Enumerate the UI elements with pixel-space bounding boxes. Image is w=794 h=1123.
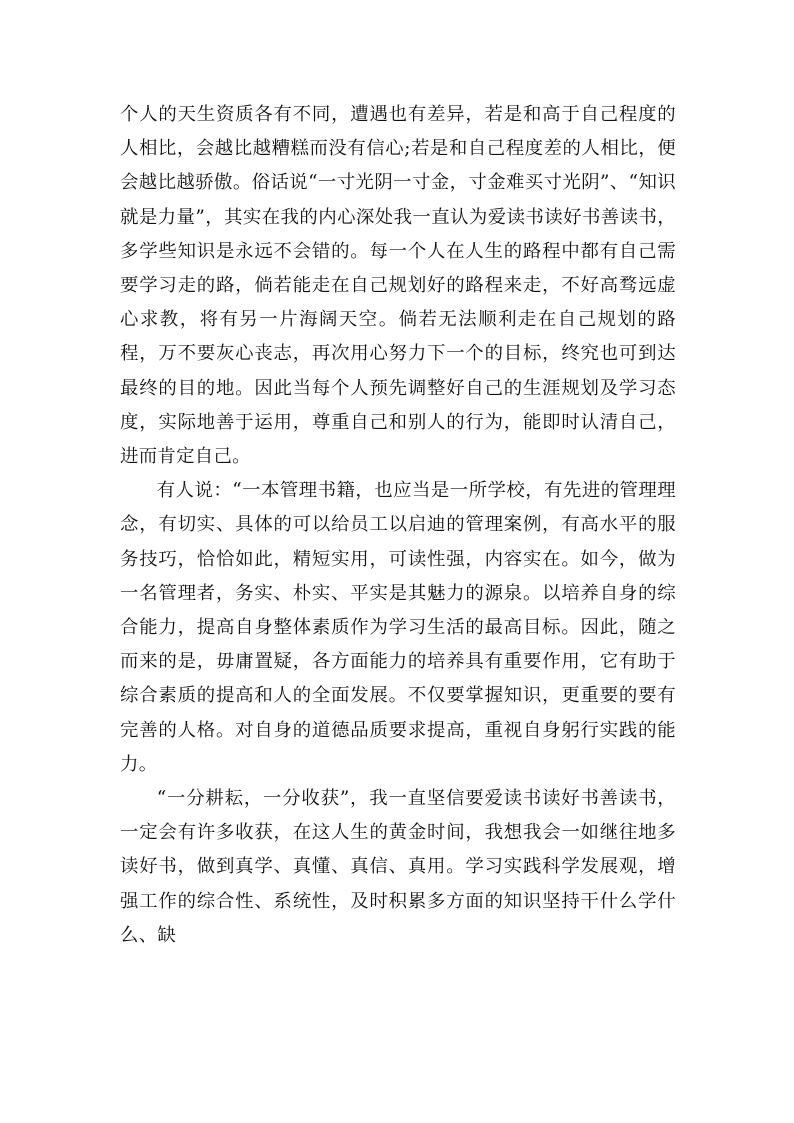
paragraph-1: 个人的天生资质各有不同，遭遇也有差异，若是和高于自己程度的人相比，会越比越糟糕而没有信心;若是和自己程度差的人相比，便会越比越骄傲。俗话说“一寸光阴一寸金，寸金难买寸光阴”、“知识就是力量”，其实在我的内心深处我一直认为爱读书读好书善读书，多学些知识是永远不会错的。每一个人在人生的路程中都有自己需要学习走的路，倘若能走在自己规划好的路程来走，不好高骛远虚心求教，将有另一片海阔天空。倘若无法顺利走在自己规划的路程，万不要灰心丧志，再次用心努力下一个的目标，终究也可到达最终的目的地。因此当每个人预先调整好自己的生涯规划及学习态度，实际地善于运用，尊重自己和别人的行为，能即时认清自己，进而肯定自己。 bbox=[120, 104, 676, 468]
document-body bbox=[120, 98, 676, 953]
paragraph-3: “一分耕耘，一分收获”，我一直坚信要爱读书读好书善读书，一定会有许多收获，在这人生的黄金时间，我想我会一如继往地多读好书，做到真学、真懂、真信、真用。学习实践科学发展观，增强工作的综合性、系统性，及时积累多方面的知识坚持干什么学什么、缺 bbox=[120, 788, 676, 946]
paragraph-2: 有人说：“一本管理书籍，也应当是一所学校，有先进的管理理念，有切实、具体的可以给员工以启迪的管理案例，有高水平的服务技巧，恰恰如此，精短实用，可读性强，内容实在。如今，做为一名管理者，务实、朴实、平实是其魅力的源泉。以培养自身的综合能力，提高自身整体素质作为学习生活的最高目标。因此，随之而来的是，毋庸置疑，各方面能力的培养具有重要作用，它有助于综合素质的提高和人的全面发展。不仅要掌握知识，更重要的要有完善的人格。对自身的道德品质要求提高，重视自身躬行实践的能力。 bbox=[120, 480, 676, 775]
